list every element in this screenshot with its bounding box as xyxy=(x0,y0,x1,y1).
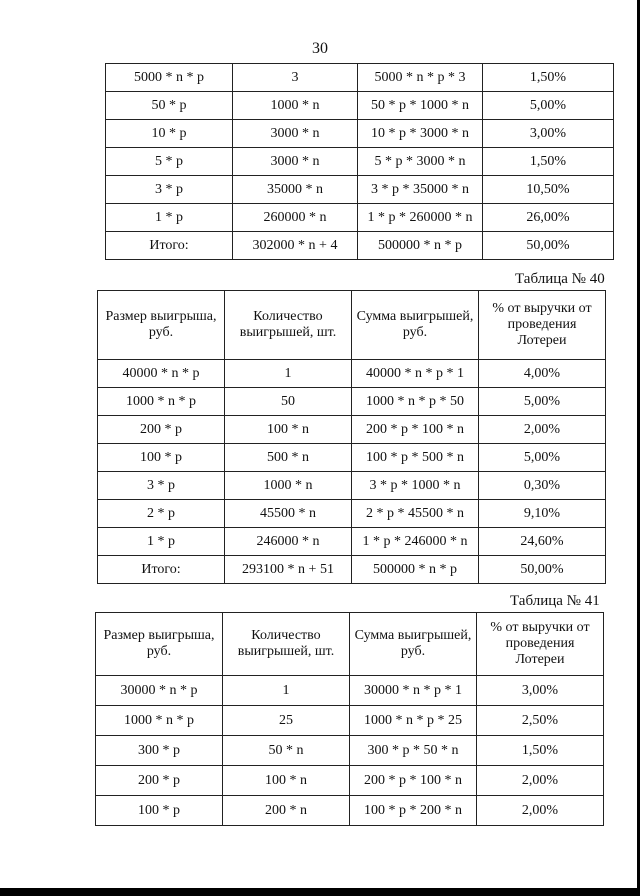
table-row xyxy=(96,766,604,796)
table-row xyxy=(106,176,614,204)
cell-prize-sum: 3 * p * 35000 * n xyxy=(358,176,483,204)
table-row xyxy=(98,472,606,500)
cell-prize-size: 1000 * n * p xyxy=(98,388,225,416)
cell-revenue-percent: 5,00% xyxy=(479,444,606,472)
table-row xyxy=(98,500,606,528)
cell-prize-size: Итого: xyxy=(98,556,225,584)
cell-revenue-percent: 24,60% xyxy=(479,528,606,556)
cell-prize-sum: 1000 * n * p * 25 xyxy=(350,706,477,736)
cell-prize-sum: 500000 * n * p xyxy=(358,232,483,260)
cell-revenue-percent: 26,00% xyxy=(483,204,614,232)
cell-revenue-percent: 3,00% xyxy=(483,120,614,148)
cell-prize-sum: 500000 * n * p xyxy=(352,556,479,584)
cell-revenue-percent: 9,10% xyxy=(479,500,606,528)
cell-prize-count: 3 xyxy=(233,64,358,92)
cell-revenue-percent: 0,30% xyxy=(479,472,606,500)
cell-prize-sum: 200 * p * 100 * n xyxy=(352,416,479,444)
header-revenue-percent: % от выручки от проведения Лотереи xyxy=(479,291,606,360)
cell-prize-count: 100 * n xyxy=(225,416,352,444)
cell-prize-size: 1000 * n * p xyxy=(96,706,223,736)
cell-prize-sum: 10 * p * 3000 * n xyxy=(358,120,483,148)
cell-prize-count: 3000 * n xyxy=(233,120,358,148)
table-header-row xyxy=(96,613,604,676)
cell-revenue-percent: 1,50% xyxy=(483,64,614,92)
table-row xyxy=(106,148,614,176)
table-row xyxy=(106,92,614,120)
table-row xyxy=(106,64,614,92)
header-prize-count: Количество выигрышей, шт. xyxy=(225,291,352,360)
cell-revenue-percent: 5,00% xyxy=(483,92,614,120)
cell-prize-size: 1 * p xyxy=(106,204,233,232)
header-revenue-percent: % от выручки от проведения Лотереи xyxy=(477,613,604,676)
table-row xyxy=(98,528,606,556)
cell-prize-sum: 40000 * n * p * 1 xyxy=(352,360,479,388)
cell-prize-count: 200 * n xyxy=(223,796,350,826)
cell-prize-sum: 2 * p * 45500 * n xyxy=(352,500,479,528)
cell-revenue-percent: 4,00% xyxy=(479,360,606,388)
cell-prize-sum: 100 * p * 500 * n xyxy=(352,444,479,472)
cell-prize-count: 500 * n xyxy=(225,444,352,472)
cell-revenue-percent: 2,00% xyxy=(477,766,604,796)
header-prize-sum: Сумма выигрышей, руб. xyxy=(350,613,477,676)
table-40 xyxy=(97,290,606,584)
cell-prize-count: 45500 * n xyxy=(225,500,352,528)
table-row xyxy=(98,416,606,444)
cell-prize-sum: 300 * p * 50 * n xyxy=(350,736,477,766)
cell-prize-size: 10 * p xyxy=(106,120,233,148)
cell-prize-sum: 50 * p * 1000 * n xyxy=(358,92,483,120)
cell-prize-count: 3000 * n xyxy=(233,148,358,176)
table-header-row xyxy=(98,291,606,360)
cell-prize-count: 1 xyxy=(225,360,352,388)
table-continued xyxy=(105,63,614,260)
cell-prize-count: 293100 * n + 51 xyxy=(225,556,352,584)
scan-border-bottom xyxy=(0,888,640,896)
table-row xyxy=(98,360,606,388)
cell-prize-sum: 1000 * n * p * 50 xyxy=(352,388,479,416)
cell-prize-count: 35000 * n xyxy=(233,176,358,204)
table-40-caption: Таблица № 40 xyxy=(515,271,605,287)
table-41-caption: Таблица № 41 xyxy=(510,593,600,609)
cell-prize-sum: 100 * p * 200 * n xyxy=(350,796,477,826)
header-prize-size: Размер выигрыша, руб. xyxy=(96,613,223,676)
cell-prize-size: Итого: xyxy=(106,232,233,260)
cell-prize-size: 3 * p xyxy=(98,472,225,500)
cell-prize-sum: 5 * p * 3000 * n xyxy=(358,148,483,176)
cell-prize-count: 100 * n xyxy=(223,766,350,796)
cell-prize-size: 5 * p xyxy=(106,148,233,176)
cell-prize-size: 100 * p xyxy=(98,444,225,472)
cell-prize-size: 30000 * n * p xyxy=(96,676,223,706)
table-row xyxy=(106,120,614,148)
cell-prize-count: 302000 * n + 4 xyxy=(233,232,358,260)
cell-prize-sum: 1 * p * 260000 * n xyxy=(358,204,483,232)
cell-revenue-percent: 2,00% xyxy=(479,416,606,444)
cell-prize-size: 200 * p xyxy=(96,766,223,796)
table-total-row xyxy=(106,232,614,260)
table-row xyxy=(98,444,606,472)
cell-prize-count: 246000 * n xyxy=(225,528,352,556)
cell-prize-size: 200 * p xyxy=(98,416,225,444)
cell-revenue-percent: 2,00% xyxy=(477,796,604,826)
cell-prize-sum: 5000 * n * p * 3 xyxy=(358,64,483,92)
cell-prize-count: 50 xyxy=(225,388,352,416)
cell-prize-size: 5000 * n * p xyxy=(106,64,233,92)
table-row xyxy=(106,204,614,232)
table-row xyxy=(96,736,604,766)
cell-prize-size: 3 * p xyxy=(106,176,233,204)
table-total-row xyxy=(98,556,606,584)
cell-revenue-percent: 1,50% xyxy=(477,736,604,766)
cell-prize-size: 300 * p xyxy=(96,736,223,766)
cell-prize-sum: 3 * p * 1000 * n xyxy=(352,472,479,500)
page-number: 30 xyxy=(312,40,328,57)
cell-revenue-percent: 3,00% xyxy=(477,676,604,706)
table-row xyxy=(96,706,604,736)
header-prize-size: Размер выигрыша, руб. xyxy=(98,291,225,360)
cell-prize-count: 1000 * n xyxy=(233,92,358,120)
header-prize-count: Количество выигрышей, шт. xyxy=(223,613,350,676)
cell-prize-count: 1000 * n xyxy=(225,472,352,500)
cell-revenue-percent: 5,00% xyxy=(479,388,606,416)
cell-revenue-percent: 50,00% xyxy=(479,556,606,584)
cell-prize-count: 50 * n xyxy=(223,736,350,766)
cell-prize-sum: 1 * p * 246000 * n xyxy=(352,528,479,556)
cell-prize-size: 100 * p xyxy=(96,796,223,826)
cell-revenue-percent: 2,50% xyxy=(477,706,604,736)
cell-prize-sum: 200 * p * 100 * n xyxy=(350,766,477,796)
cell-prize-count: 260000 * n xyxy=(233,204,358,232)
table-row xyxy=(98,388,606,416)
cell-prize-size: 50 * p xyxy=(106,92,233,120)
cell-prize-size: 2 * p xyxy=(98,500,225,528)
cell-prize-size: 40000 * n * p xyxy=(98,360,225,388)
table-41 xyxy=(95,612,604,826)
cell-prize-count: 25 xyxy=(223,706,350,736)
cell-revenue-percent: 50,00% xyxy=(483,232,614,260)
cell-revenue-percent: 1,50% xyxy=(483,148,614,176)
table-row xyxy=(96,796,604,826)
header-prize-sum: Сумма выигрышей, руб. xyxy=(352,291,479,360)
cell-prize-count: 1 xyxy=(223,676,350,706)
cell-prize-sum: 30000 * n * p * 1 xyxy=(350,676,477,706)
cell-revenue-percent: 10,50% xyxy=(483,176,614,204)
cell-prize-size: 1 * p xyxy=(98,528,225,556)
table-row xyxy=(96,676,604,706)
